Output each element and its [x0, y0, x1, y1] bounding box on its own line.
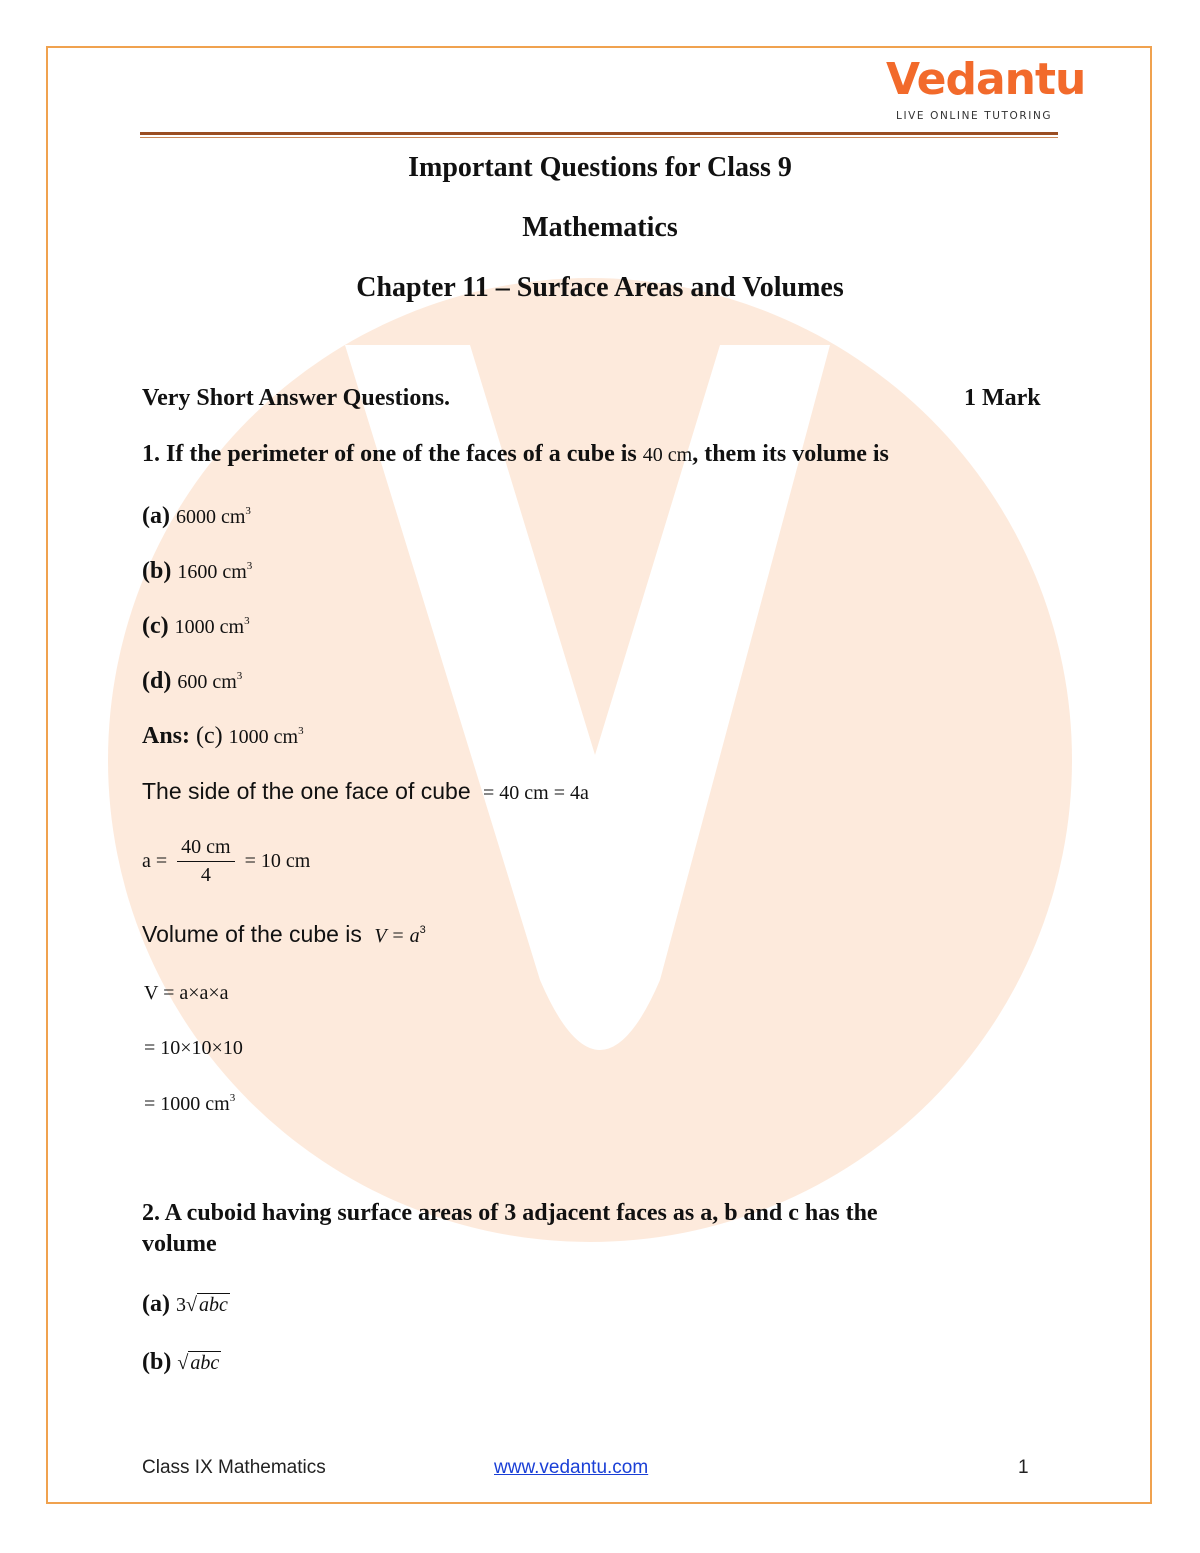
option-exponent: 3 — [244, 615, 250, 627]
radicand: abc — [190, 1352, 220, 1374]
option-value: 1600 cm — [177, 561, 247, 583]
footer-link-wrap — [494, 1457, 648, 1479]
square-root: √ abc — [177, 1352, 220, 1374]
radicand: abc — [198, 1294, 228, 1316]
q2-option-b — [142, 1349, 221, 1376]
solution-math: = 40 cm = 4a — [483, 782, 589, 804]
answer-exponent: 3 — [298, 725, 304, 737]
section-marks: 1 Mark — [964, 385, 1041, 411]
option-value: 1000 cm — [174, 616, 245, 638]
option-exponent: 3 — [245, 505, 251, 517]
question-1-prefix: 1. If the perimeter of one of the faces of a cube is — [142, 441, 637, 467]
answer-option: (c) — [196, 723, 223, 749]
fraction — [177, 836, 234, 887]
q1-option-b — [142, 558, 252, 585]
q2-option-a — [142, 1291, 230, 1318]
solution-line-4: V = a×a×a — [144, 982, 229, 1004]
solution-math: = 1000 cm — [144, 1093, 230, 1115]
chapter-title: Chapter 11 – Surface Areas and Volumes — [356, 272, 844, 303]
q1-option-c — [142, 613, 250, 640]
fraction-denominator: 4 — [200, 864, 211, 886]
solution-math: V = a — [374, 925, 420, 947]
solution-line-1 — [142, 778, 589, 805]
header-rule — [140, 132, 1058, 135]
subject-title: Mathematics — [522, 212, 678, 243]
option-exponent: 3 — [246, 560, 253, 572]
option-value: 600 cm — [177, 671, 237, 693]
option-value: 6000 cm — [175, 506, 246, 528]
logo-tagline: LIVE ONLINE TUTORING — [896, 110, 1053, 122]
solution-fraction — [142, 836, 310, 887]
document-title: Important Questions for Class 9 — [408, 152, 792, 183]
option-label: (d) — [142, 668, 172, 694]
vedantu-logo — [880, 54, 1086, 126]
question-1 — [142, 441, 889, 468]
square-root: √ abc — [185, 1294, 228, 1316]
option-label: (a) — [142, 503, 170, 529]
option-label: (b) — [142, 1349, 172, 1375]
fraction-numerator: 40 cm — [177, 836, 234, 862]
question-1-suffix: , them its volume is — [692, 441, 889, 467]
solution-line-3 — [142, 921, 426, 948]
q1-option-a — [142, 503, 251, 530]
option-exponent: 3 — [236, 670, 243, 682]
logo-wordmark: Vedantu — [886, 54, 1086, 105]
answer-value: 1000 cm — [228, 726, 299, 748]
option-label: (b) — [142, 558, 172, 584]
solution-text: Volume of the cube is — [142, 921, 362, 947]
option-coefficient: 3 — [175, 1294, 186, 1316]
footer-website-link[interactable]: www.vedantu.com — [494, 1457, 649, 1478]
page-number: 1 — [1018, 1457, 1029, 1478]
solution-exponent: 3 — [419, 924, 426, 936]
answer-label: Ans: — [142, 723, 191, 749]
q1-option-d — [142, 668, 242, 695]
section-title: Very Short Answer Questions. — [142, 385, 451, 411]
option-label: (c) — [142, 613, 169, 639]
footer-class-label: Class IX Mathematics — [142, 1457, 326, 1478]
solution-line-6 — [144, 1090, 235, 1117]
option-label: (a) — [142, 1291, 170, 1317]
header-rule-thin — [140, 137, 1058, 138]
fraction-lhs: a = — [142, 850, 168, 872]
q1-answer — [142, 723, 304, 750]
question-2-line-1: 2. A cuboid having surface areas of 3 adjacent faces as a, b and c has the — [142, 1200, 878, 1226]
fraction-rhs: = 10 cm — [244, 850, 311, 872]
question-2-line-2: volume — [142, 1231, 217, 1257]
solution-text: The side of the one face of cube — [142, 778, 471, 804]
solution-exponent: 3 — [229, 1092, 236, 1104]
question-1-value: 40 cm — [642, 444, 693, 466]
solution-line-5: = 10×10×10 — [144, 1037, 243, 1059]
